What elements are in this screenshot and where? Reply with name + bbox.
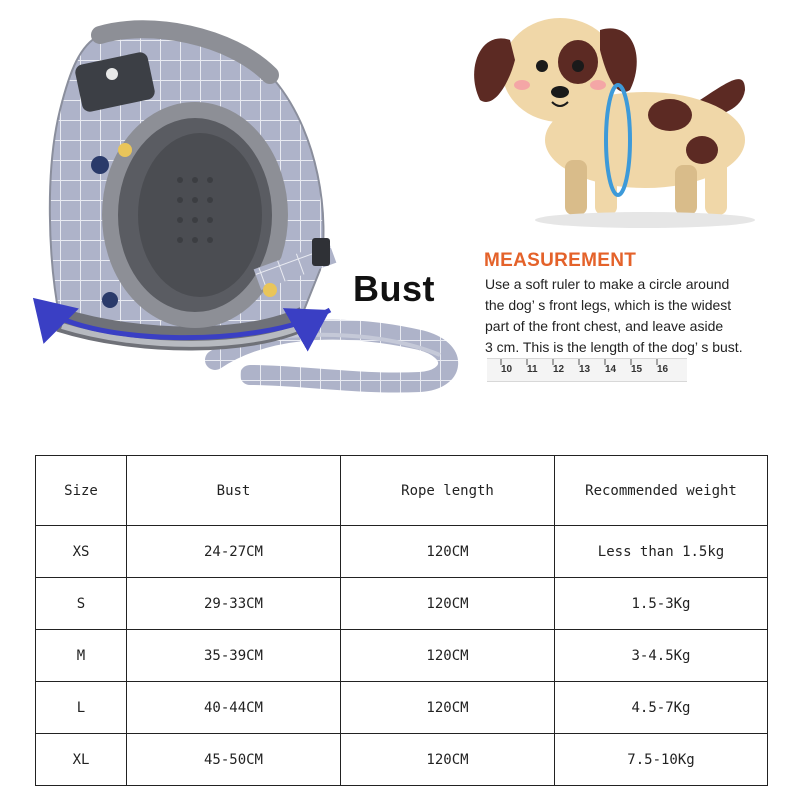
cell-weight: 3-4.5Kg [555, 630, 768, 682]
cell-rope-length: 120CM [341, 734, 555, 786]
cell-size: XL [36, 734, 127, 786]
cell-bust: 35-39CM [127, 630, 341, 682]
ruler-number: 16 [657, 364, 669, 375]
cell-bust: 29-33CM [127, 578, 341, 630]
ruler-number: 10 [501, 364, 513, 375]
table-row [36, 734, 768, 786]
cell-size: XS [36, 526, 127, 578]
instruction-line: part of the front chest, and leave aside [485, 318, 724, 334]
header-bust: Bust [127, 456, 341, 526]
cell-bust: 45-50CM [127, 734, 341, 786]
ruler-number: 12 [553, 364, 565, 375]
cell-size: L [36, 682, 127, 734]
cell-rope-length: 120CM [341, 630, 555, 682]
cell-weight: Less than 1.5kg [555, 526, 768, 578]
table-header-row [36, 456, 768, 526]
bust-label: Bust [353, 268, 435, 309]
ruler-number: 11 [527, 364, 538, 375]
cell-bust: 24-27CM [127, 526, 341, 578]
instruction-line: the dog’ s front legs, which is the widest [485, 297, 732, 313]
cell-rope-length: 120CM [341, 682, 555, 734]
ruler-number: 14 [605, 364, 617, 375]
table-row [36, 682, 768, 734]
table-row [36, 526, 768, 578]
cell-weight: 1.5-3Kg [555, 578, 768, 630]
instruction-line: 3 cm. This is the length of the dog’ s bust. [485, 339, 743, 355]
cell-weight: 7.5-10Kg [555, 734, 768, 786]
ruler [487, 358, 687, 382]
dog-illustration [470, 0, 800, 240]
cell-rope-length: 120CM [341, 526, 555, 578]
ruler-number: 15 [631, 364, 643, 375]
harness-product-image [0, 0, 470, 430]
cell-size: M [36, 630, 127, 682]
header-recommended-weight: Recommended weight [555, 456, 768, 526]
ruler-number: 13 [579, 364, 591, 375]
instruction-line: Use a soft ruler to make a circle around [485, 276, 730, 292]
measurement-title: MEASUREMENT [484, 250, 637, 271]
cell-weight: 4.5-7Kg [555, 682, 768, 734]
cell-size: S [36, 578, 127, 630]
header-size: Size [36, 456, 127, 526]
size-chart-table [35, 455, 768, 786]
table-row [36, 630, 768, 682]
header-rope-length: Rope length [341, 456, 555, 526]
cell-rope-length: 120CM [341, 578, 555, 630]
table-row [36, 578, 768, 630]
measurement-instructions [485, 274, 795, 358]
cell-bust: 40-44CM [127, 682, 341, 734]
